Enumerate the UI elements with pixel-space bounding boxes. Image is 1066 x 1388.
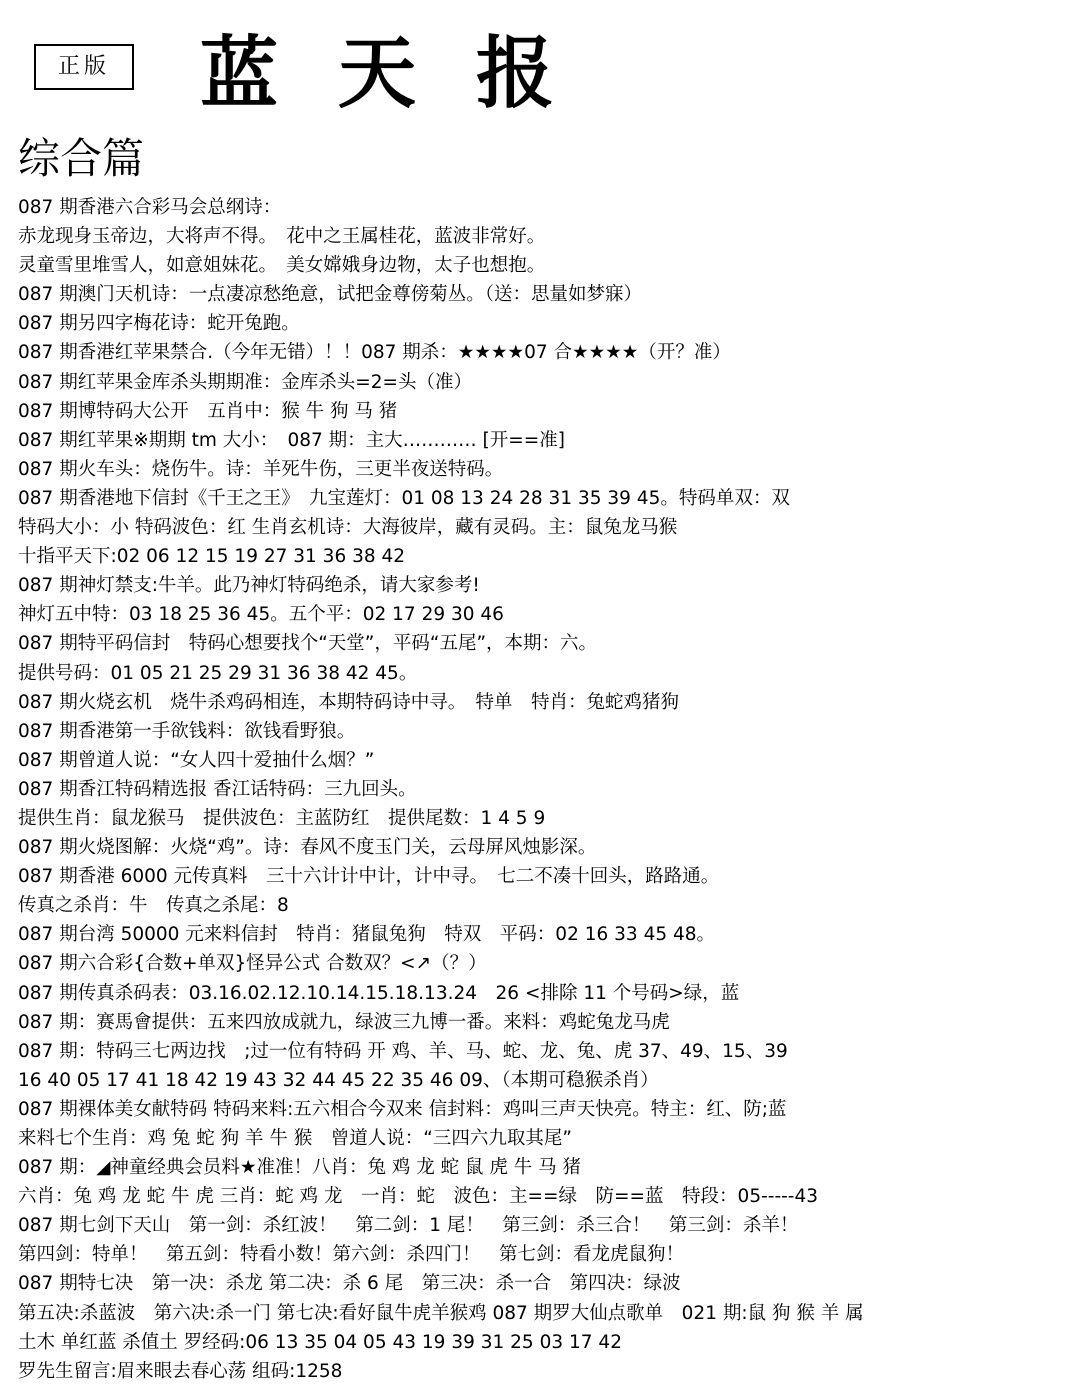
- text-line: 罗先生留言:眉来眼去春心荡 组码:1258: [18, 1360, 343, 1382]
- text-line: 087 期台湾 50000 元来料信封 特肖：猪鼠兔狗 特双 平码：02 16 33 45 48。: [18, 924, 716, 946]
- text-line: 赤龙现身玉帝边，大将声不得。 花中之王属桂花，蓝波非常好。: [18, 226, 546, 248]
- text-line: 087 期香港红苹果禁合.（今年无错）！！087 期杀：★★★★07 合★★★★（开？准）: [18, 342, 731, 364]
- text-line: 灵童雪里堆雪人，如意姐妹花。 美女嫦娥身边物，太子也想抱。: [18, 255, 546, 277]
- text-line: 087 期七剑下天山 第一剑：杀红波！ 第二剑：1 尾！ 第三剑：杀三合！ 第三剑：杀羊！: [18, 1215, 799, 1237]
- text-line: 087 期：赛馬會提供：五来四放成就九，绿波三九博一番。来料：鸡蛇兔龙马虎: [18, 1011, 670, 1033]
- text-line: 传真之杀肖：牛 传真之杀尾：8: [18, 895, 289, 917]
- text-line: 087 期：◢神童经典会员料★准准！八肖：兔 鸡 龙 蛇 鼠 虎 牛 马 猪: [18, 1157, 582, 1179]
- text-line: 提供号码：01 05 21 25 29 31 36 38 42 45。: [18, 662, 418, 684]
- text-line: 087 期特平码信封 特码心想要找个“天堂”，平码“五尾”，本期：六。: [18, 633, 598, 655]
- text-line: 087 期香港地下信封《千王之王》 九宝莲灯：01 08 13 24 28 31 35 39 45。特码单双：双: [18, 487, 790, 509]
- text-line: 087 期火车头：烧伤牛。诗：羊死牛伤，三更半夜送特码。: [18, 458, 504, 480]
- text-line: 提供生肖：鼠龙猴马 提供波色：主蓝防红 提供尾数：1 4 5 9: [18, 807, 546, 829]
- text-line: 087 期裸体美女献特码 特码来料:五六相合今双来 信封料：鸡叫三声天快亮。特主：红、防;蓝: [18, 1098, 787, 1120]
- text-line: 087 期另四字梅花诗：蛇开兔跑。: [18, 313, 300, 335]
- text-line: 来料七个生肖：鸡 兔 蛇 狗 羊 牛 猴 曾道人说：“三四六九取其尾”: [18, 1128, 572, 1149]
- text-line: 特码大小：小 特码波色：红 生肖玄机诗：大海彼岸，藏有灵码。主：鼠兔龙马猴: [18, 517, 678, 539]
- text-line: 六肖：兔 鸡 龙 蛇 牛 虎 三肖：蛇 鸡 龙 一肖：蛇 波色：主==绿 防==蓝 特段：05-----43: [18, 1186, 819, 1208]
- text-line: 087 期香港 6000 元传真料 三十六计计中计，计中寻。 七二不凑十回头，路路通。: [18, 866, 720, 888]
- text-line: 087 期红苹果金库杀头期期准：金库杀头=2=头（准）: [18, 371, 472, 393]
- text-line: 第五决:杀蓝波 第六决:杀一门 第七决:看好鼠牛虎羊猴鸡 087 期罗大仙点歌单 021 期:鼠 狗 猴 羊 属: [18, 1302, 864, 1324]
- text-line: 087 期香江特码精选报 香江话特码：三九回头。: [18, 778, 417, 800]
- text-line: 087 期博特码大公开 五肖中：猴 牛 狗 马 猪: [18, 400, 398, 422]
- newspaper-header: [0, 0, 1066, 183]
- text-line: 087 期火烧玄机 烧牛杀鸡码相连，本期特码诗中寻。 特单 特肖：兔蛇鸡猪狗: [18, 691, 679, 713]
- text-line: 087 期特七决 第一决：杀龙 第二决：杀 6 尾 第三决：杀一合 第四决：绿波: [18, 1273, 681, 1295]
- masthead-title: 蓝天报: [200, 28, 615, 119]
- text-line: 087 期曾道人说：“女人四十爱抽什么烟？”: [18, 749, 375, 771]
- text-line: 087 期香港第一手欲钱料：欲钱看野狼。: [18, 720, 356, 742]
- text-line: 087 期澳门天机诗：一点凄凉愁绝意，试把金尊傍菊丛。（送：思量如梦寐）: [18, 284, 642, 306]
- text-line: 087 期火烧图解：火烧“鸡”。诗：春风不度玉门关，云母屏风烛影深。: [18, 837, 597, 859]
- text-line: 土木 单红蓝 杀值土 罗经码:06 13 35 04 05 43 19 39 31 25 03 17 42: [18, 1331, 622, 1353]
- text-line: 第四剑：特单！ 第五剑：特看小数！第六剑：杀四门！ 第七剑：看龙虎鼠狗！: [18, 1244, 685, 1266]
- text-line: 087 期香港六合彩马会总纲诗：: [18, 197, 282, 218]
- text-line: 16 40 05 17 41 18 42 19 43 32 44 45 22 35 46 09、（本期可稳猴杀肖）: [18, 1069, 659, 1091]
- text-line: 神灯五中特：03 18 25 36 45。五个平：02 17 29 30 46: [18, 604, 504, 626]
- text-line: 十指平天下:02 06 12 15 19 27 31 36 38 42: [18, 546, 406, 568]
- text-line: 087 期红苹果※期期 tm 大小： 087 期：主大………… [开==准]: [18, 429, 565, 451]
- edition-stamp: 正版: [34, 44, 134, 90]
- text-line: 087 期神灯禁支:牛羊。此乃神灯特码绝杀，请大家参考!: [18, 575, 480, 597]
- text-line: 087 期：特码三七两边找 ;过一位有特码 开 鸡、羊、马、蛇、龙、兔、虎 37、49、15、39: [18, 1040, 788, 1062]
- text-line: 087 期传真杀码表：03.16.02.12.10.14.15.18.13.24 26 <排除 11 个号码>绿，蓝: [18, 982, 740, 1004]
- section-title: 综合篇: [18, 134, 145, 183]
- content-lines: [18, 193, 1062, 1386]
- text-line: 087 期六合彩{合数+单双}怪异公式 合数双？<↗（？）: [18, 953, 487, 975]
